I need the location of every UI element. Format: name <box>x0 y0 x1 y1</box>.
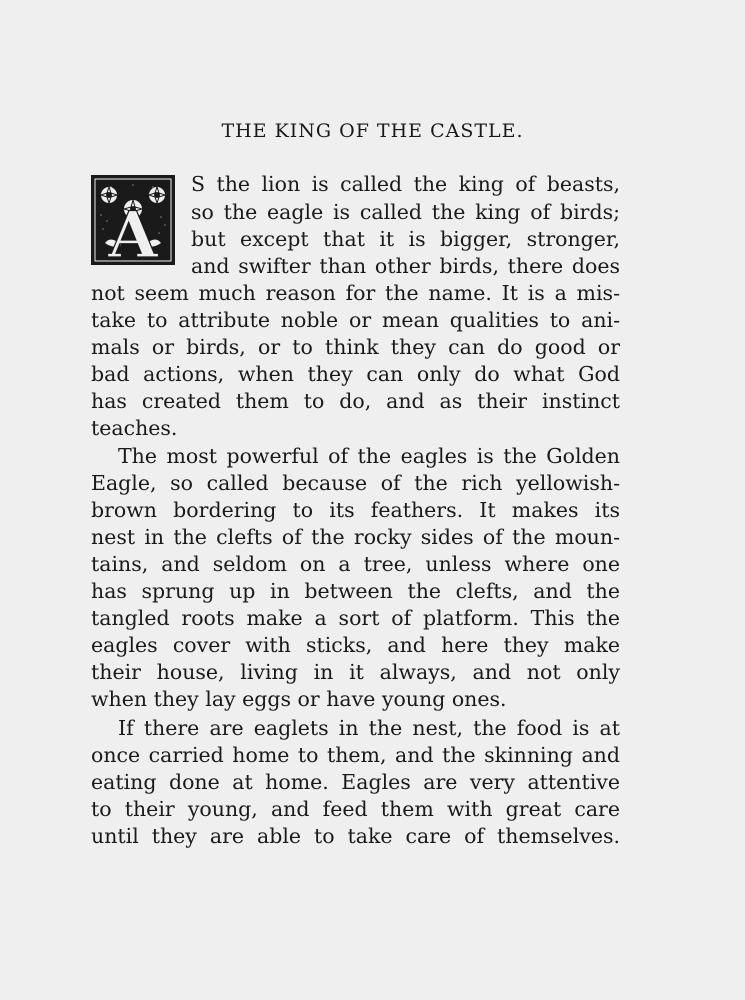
text-line: tangled roots make a sort of platform. This the <box>91 606 620 630</box>
text-line: take to attribute noble or mean qualities to ani- <box>91 308 620 332</box>
text-line: so the eagle is called the king of birds; <box>191 200 620 224</box>
text-line: has created them to do, and as their instinct <box>91 389 620 413</box>
text-line: but except that it is bigger, stronger, <box>191 227 620 251</box>
drop-cap-letter: A <box>108 198 158 265</box>
text-line: to their young, and feed them with great care <box>91 797 620 821</box>
text-line: eating done at home. Eagles are very attentive <box>91 770 620 794</box>
text-line: once carried home to them, and the skinning and <box>91 743 620 767</box>
text-line: has sprung up in between the clefts, and the <box>91 579 620 603</box>
page-title: THE KING OF THE CASTLE. <box>221 120 524 142</box>
text-line: Eagle, so called because of the rich yellowish- <box>91 471 620 495</box>
text-line: bad actions, when they can only do what God <box>91 362 620 386</box>
text-line: brown bordering to its feathers. It makes its <box>91 498 620 522</box>
text-line: eagles cover with sticks, and here they make <box>91 633 620 657</box>
text-line: their house, living in it always, and not only <box>91 660 620 684</box>
text-line: mals or birds, or to think they can do good or <box>91 335 620 359</box>
text-line: until they are able to take care of themselves. <box>91 824 620 848</box>
text-line: nest in the clefts of the rocky sides of the moun- <box>91 525 620 549</box>
text-line: teaches. <box>91 416 178 440</box>
text-line: not seem much reason for the name. It is a mis- <box>91 281 620 305</box>
text-line: when they lay eggs or have young ones. <box>91 687 507 711</box>
paragraph-start-line: The most powerful of the eagles is the Golden <box>118 444 620 468</box>
text-line: and swifter than other birds, there does <box>191 254 620 278</box>
text-line: S the lion is called the king of beasts, <box>191 172 620 196</box>
drop-cap-illustration <box>91 175 175 265</box>
text-line: tains, and seldom on a tree, unless where one <box>91 552 620 576</box>
paragraph-start-line: If there are eaglets in the nest, the food is at <box>118 716 620 740</box>
